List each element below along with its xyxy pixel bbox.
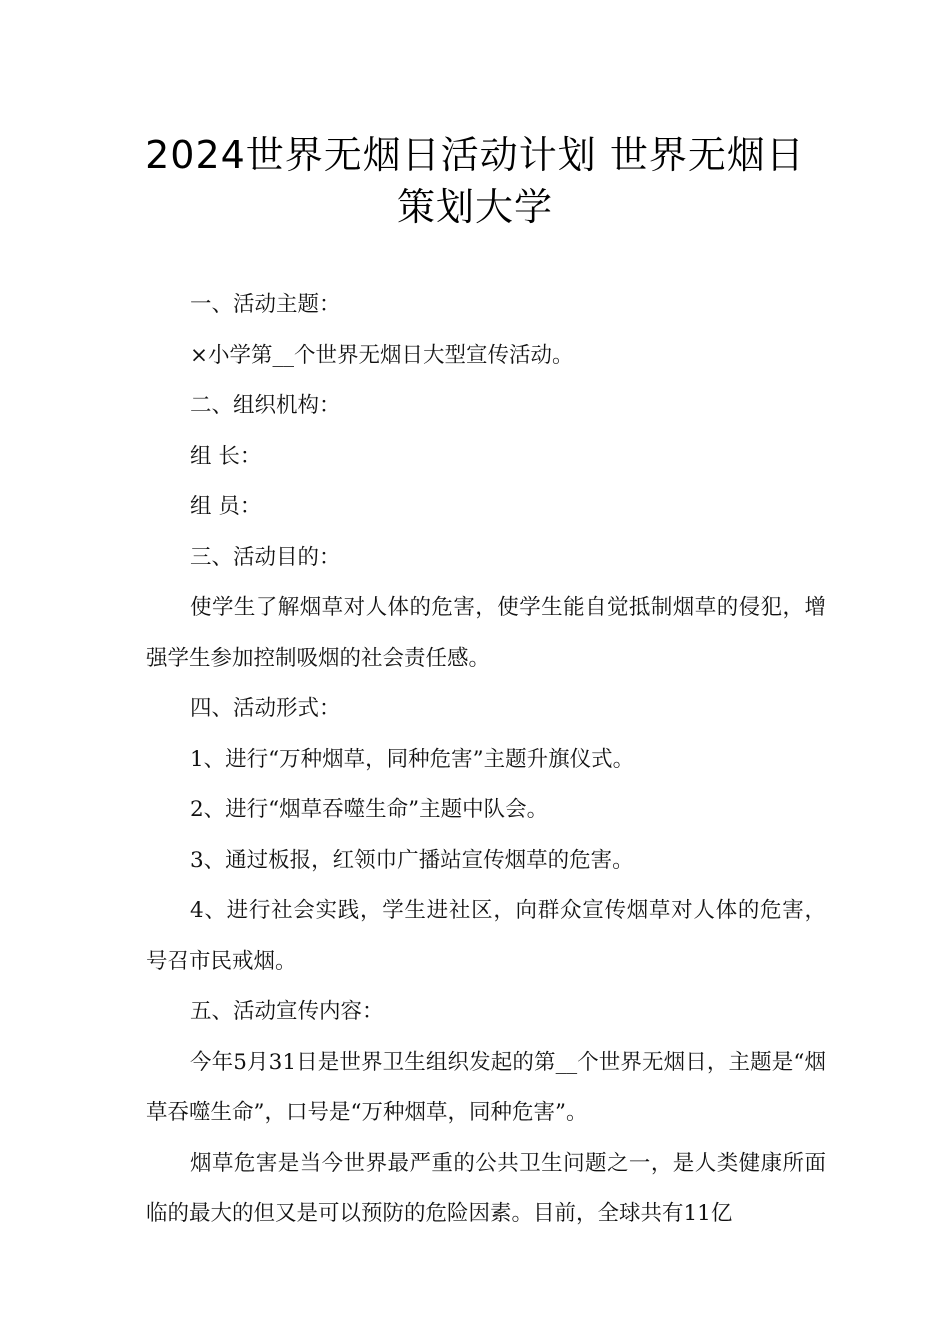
document-body: [146, 280, 826, 1240]
paragraph-purpose: 使学生了解烟草对人体的危害，使学生能自觉抵制烟草的侵犯，增强学生参加控制吸烟的社会责任感。: [146, 595, 826, 671]
list-item-4: 4、进行社会实践，学生进社区，向群众宣传烟草对人体的危害，号召市民戒烟。: [146, 898, 826, 974]
document-title-line-2: 策划大学: [396, 185, 553, 229]
paragraph-leader: 组 长：: [190, 443, 262, 469]
list-item-2: 2、进行“烟草吞噬生命”主题中队会。: [190, 797, 549, 822]
section-heading-content: 五、活动宣传内容：: [190, 999, 384, 1024]
paragraph-content-1: 今年5月31日是世界卫生组织发起的第__个世界无烟日，主题是“烟草吞噬生命”，口号是“万种烟草，同种危害”。: [146, 1049, 826, 1125]
section-heading-organization: 二、组织机构：: [190, 393, 341, 418]
paragraph-content-2: 烟草危害是当今世界最严重的公共卫生问题之一，是人类健康所面临的最大的但又是可以预防的危险因素。目前，全球共有11亿: [146, 1150, 826, 1226]
paragraph-theme: ×小学第__个世界无烟日大型宣传活动。: [190, 342, 574, 368]
list-item-3: 3、通过板报，红领巾广播站宣传烟草的危害。: [190, 847, 634, 873]
section-heading-theme: 一、活动主题：: [190, 292, 341, 317]
section-heading-format: 四、活动形式：: [190, 696, 341, 721]
section-heading-purpose: 三、活动目的：: [190, 544, 341, 570]
list-item-1: 1、进行“万种烟草，同种危害”主题升旗仪式。: [190, 746, 635, 772]
paragraph-members: 组 员：: [190, 494, 262, 519]
document-title-line-1: 2024世界无烟日活动计划 世界无烟日: [145, 133, 805, 177]
